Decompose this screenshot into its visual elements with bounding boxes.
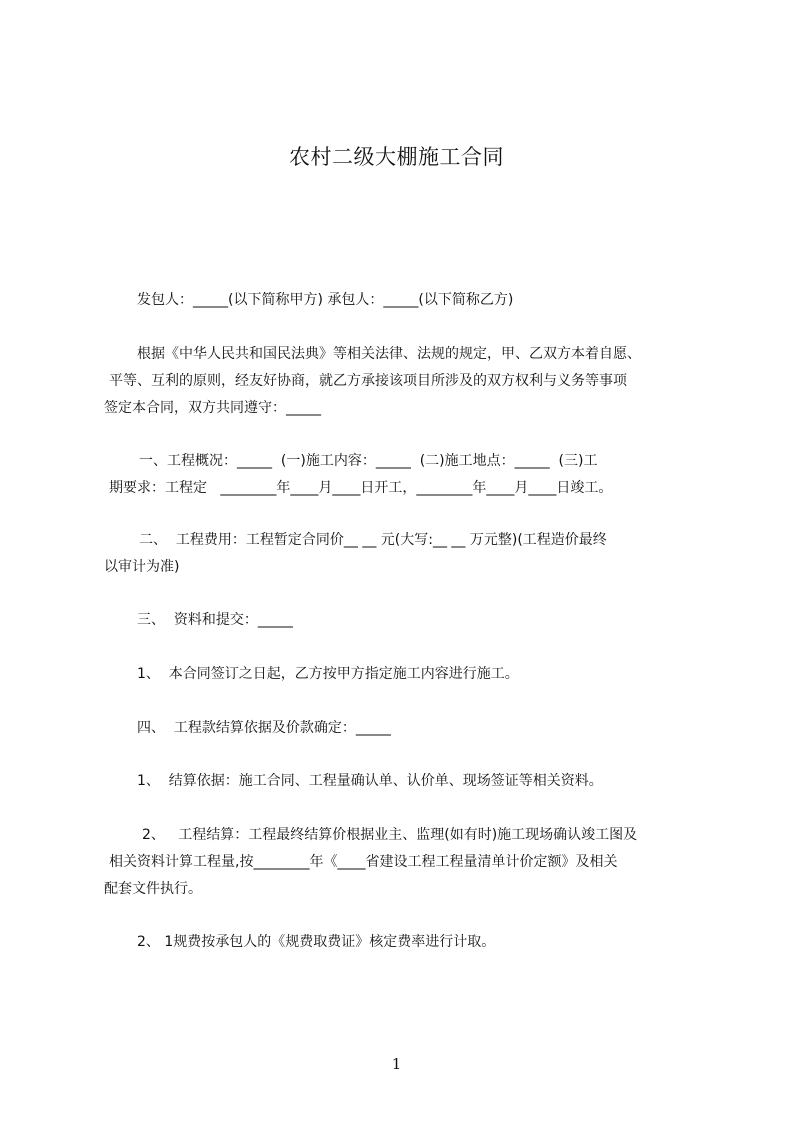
parties-line: 发包人：_____(以下简称甲方) 承包人：_____(以下简称乙方) (137, 292, 514, 308)
preamble-line-2: 平等、互利的原则，经友好协商，就乙方承接该项目所涉及的双方权利与义务等事项 (109, 373, 627, 389)
section-4-item-2-line-3: 配套文件执行。 (104, 881, 202, 897)
section-4-item-1: 1、 结算依据：施工合同、工程量确认单、认价单、现场签证等相关资料。 (137, 773, 603, 789)
section-3-heading: 三、 资料和提交：_____ (137, 612, 293, 628)
section-3-item-1: 1、 本合同签订之日起，乙方按甲方指定施工内容进行施工。 (137, 666, 519, 682)
section-4-heading: 四、 工程款结算依据及价款确定：_____ (137, 720, 391, 736)
document-title: 农村二级大棚施工合同 (289, 145, 504, 169)
section-1-line-1: 一、工程概况：_____ (一)施工内容：_____ (二)施工地点：_____ (三)工 (139, 453, 598, 469)
page-number: 1 (391, 1055, 402, 1073)
preamble-line-1: 根据《中华人民共和国民法典》等相关法律、法规的规定，甲、乙双方本着自愿、 (137, 346, 641, 362)
section-1-line-2: 期要求：工程定 ________年____月____日开工，________年____月____日竣工。 (109, 480, 613, 496)
section-2-line-2: 以审计为准) (104, 559, 180, 575)
section-4-item-2-line-1: 2、 工程结算：工程最终结算价根据业主、监理(如有时)施工现场确认竣工图及 (142, 827, 638, 843)
section-4-item-3: 2、 1规费按承包人的《规费取费证》核定费率进行计取。 (137, 934, 496, 950)
section-4-item-2-line-2: 相关资料计算工程量,按________年《____省建设工程工程量清单计价定额》及相关 (109, 854, 618, 870)
section-2-line-1: 二、 工程费用：工程暂定合同价__ __ 元(大写:__ __ 万元整)(工程造价最终 (139, 532, 607, 548)
preamble-line-3: 签定本合同，双方共同遵守：_____ (104, 400, 321, 416)
